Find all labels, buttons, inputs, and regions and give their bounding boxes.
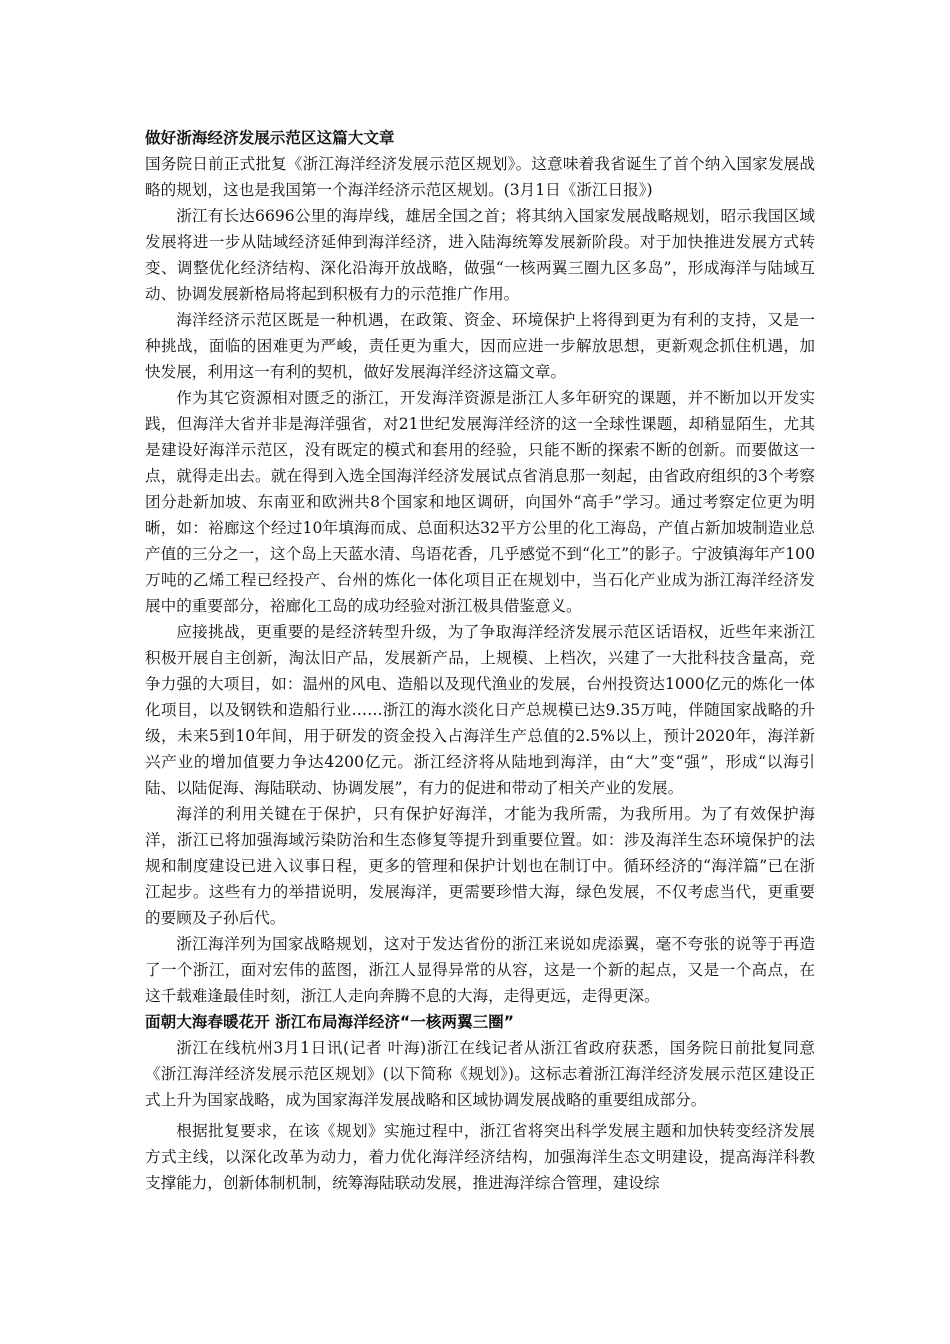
article-paragraph: 浙江有长达6696公里的海岸线，雄居全国之首；将其纳入国家发展战略规划，昭示我国区域发展将进一步从陆域经济延伸到海洋经济，进入陆海统筹发展新阶段。对于加快推进发展方式转变、调整优化经济结构、深化沿海开放战略，做强“一核两翼三圈九区多岛”，形成海洋与陆域互动、协调发展新格局将起到积极有力的示范推广作用。 [145, 207, 815, 303]
article-paragraph: 海洋的利用关键在于保护，只有保护好海洋，才能为我所需，为我所用。为了有效保护海洋，浙江已将加强海域污染防治和生态修复等提升到重要位置。如：涉及海洋生态环境保护的法规和制度建设已进入议事日程，更多的管理和保护计划也在制订中。循环经济的“海洋篇”已在浙江起步。这些有力的举措说明，发展海洋，更需要珍惜大海，绿色发展，不仅考虑当代，更重要的要顾及子孙后代。 [145, 805, 815, 927]
article-paragraph: 海洋经济示范区既是一种机遇，在政策、资金、环境保护上将得到更为有利的支持，又是一种挑战，面临的困难更为严峻，责任更为重大，因而应进一步解放思想，更新观念抓住机遇，加快发展，利用这一有利的契机，做好发展海洋经济这篇文章。 [145, 311, 815, 381]
article-paragraph: 浙江海洋列为国家战略规划，这对于发达省份的浙江来说如虎添翼，毫不夸张的说等于再造了一个浙江，面对宏伟的蓝图，浙江人显得异常的从容，这是一个新的起点，又是一个高点，在这千载难逢最佳时刻，浙江人走向奔腾不息的大海，走得更远，走得更深。 [145, 935, 815, 1005]
article-paragraph: 应接挑战，更重要的是经济转型升级，为了争取海洋经济发展示范区话语权，近些年来浙江积极开展自主创新，淘汰旧产品，发展新产品，上规模、上档次，兴建了一大批科技含量高，竞争力强的大项目，如：温州的风电、造船以及现代渔业的发展，台州投资达1000亿元的炼化一体化项目，以及钢铁和造船行业……浙江的海水淡化日产总规模已达9.35万吨，伴随国家战略的升级，未来5到10年间，用于研发的资金投入占海洋生产总值的2.5%以上，预计2020年，海洋新兴产业的增加值要力争达4200亿元。浙江经济将从陆地到海洋，由“大”变“强”，形成“以海引陆、以陆促海、海陆联动、协调发展”，有力的促进和带动了相关产业的发展。 [145, 623, 815, 797]
document-page [145, 125, 815, 1196]
article-paragraph: 浙江在线杭州3月1日讯(记者 叶海)浙江在线记者从浙江省政府获悉，国务院日前批复同意《浙江海洋经济发展示范区规划》(以下简称《规划》)。这标志着浙江海洋经济发展示范区建设正式上升为国家战略，成为国家海洋发展战略和区域协调发展战略的重要组成部分。 [145, 1039, 815, 1109]
article-paragraph: 根据批复要求，在该《规划》实施过程中，浙江省将突出科学发展主题和加快转变经济发展方式主线，以深化改革为动力，着力优化海洋经济结构，加强海洋生态文明建设，提高海洋科教支撑能力，创新体制机制，统筹海陆联动发展，推进海洋综合管理，建设综 [145, 1122, 815, 1192]
article-title: 面朝大海春暖花开 浙江布局海洋经济“一核两翼三圈” [145, 1013, 514, 1031]
article-title: 做好浙海经济发展示范区这篇大文章 [145, 129, 395, 147]
article-paragraph: 国务院日前正式批复《浙江海洋经济发展示范区规划》。这意味着我省诞生了首个纳入国家发展战略的规划，这也是我国第一个海洋经济示范区规划。(3月1日《浙江日报》) [145, 155, 815, 199]
article-paragraph: 作为其它资源相对匮乏的浙江，开发海洋资源是浙江人多年研究的课题，并不断加以开发实践，但海洋大省并非是海洋强省，对21世纪发展海洋经济的这一全球性课题，却稍显陌生，尤其是建设好海洋示范区，没有既定的模式和套用的经验，只能不断的探索不断的创新。而要做这一点，就得走出去。就在得到入选全国海洋经济发展试点省消息那一刻起，由省政府组织的3个考察团分赴新加坡、东南亚和欧洲共8个国家和地区调研，向国外“高手”学习。通过考察定位更为明晰，如：裕廊这个经过10年填海而成、总面积达32平方公里的化工海岛，产值占新加坡制造业总产值的三分之一，这个岛上天蓝水清、鸟语花香，几乎感觉不到“化工”的影子。宁波镇海年产100万吨的乙烯工程已经投产、台州的炼化一体化项目正在规划中，当石化产业成为浙江海洋经济发展中的重要部分，裕廊化工岛的成功经验对浙江极具借鉴意义。 [145, 389, 815, 615]
